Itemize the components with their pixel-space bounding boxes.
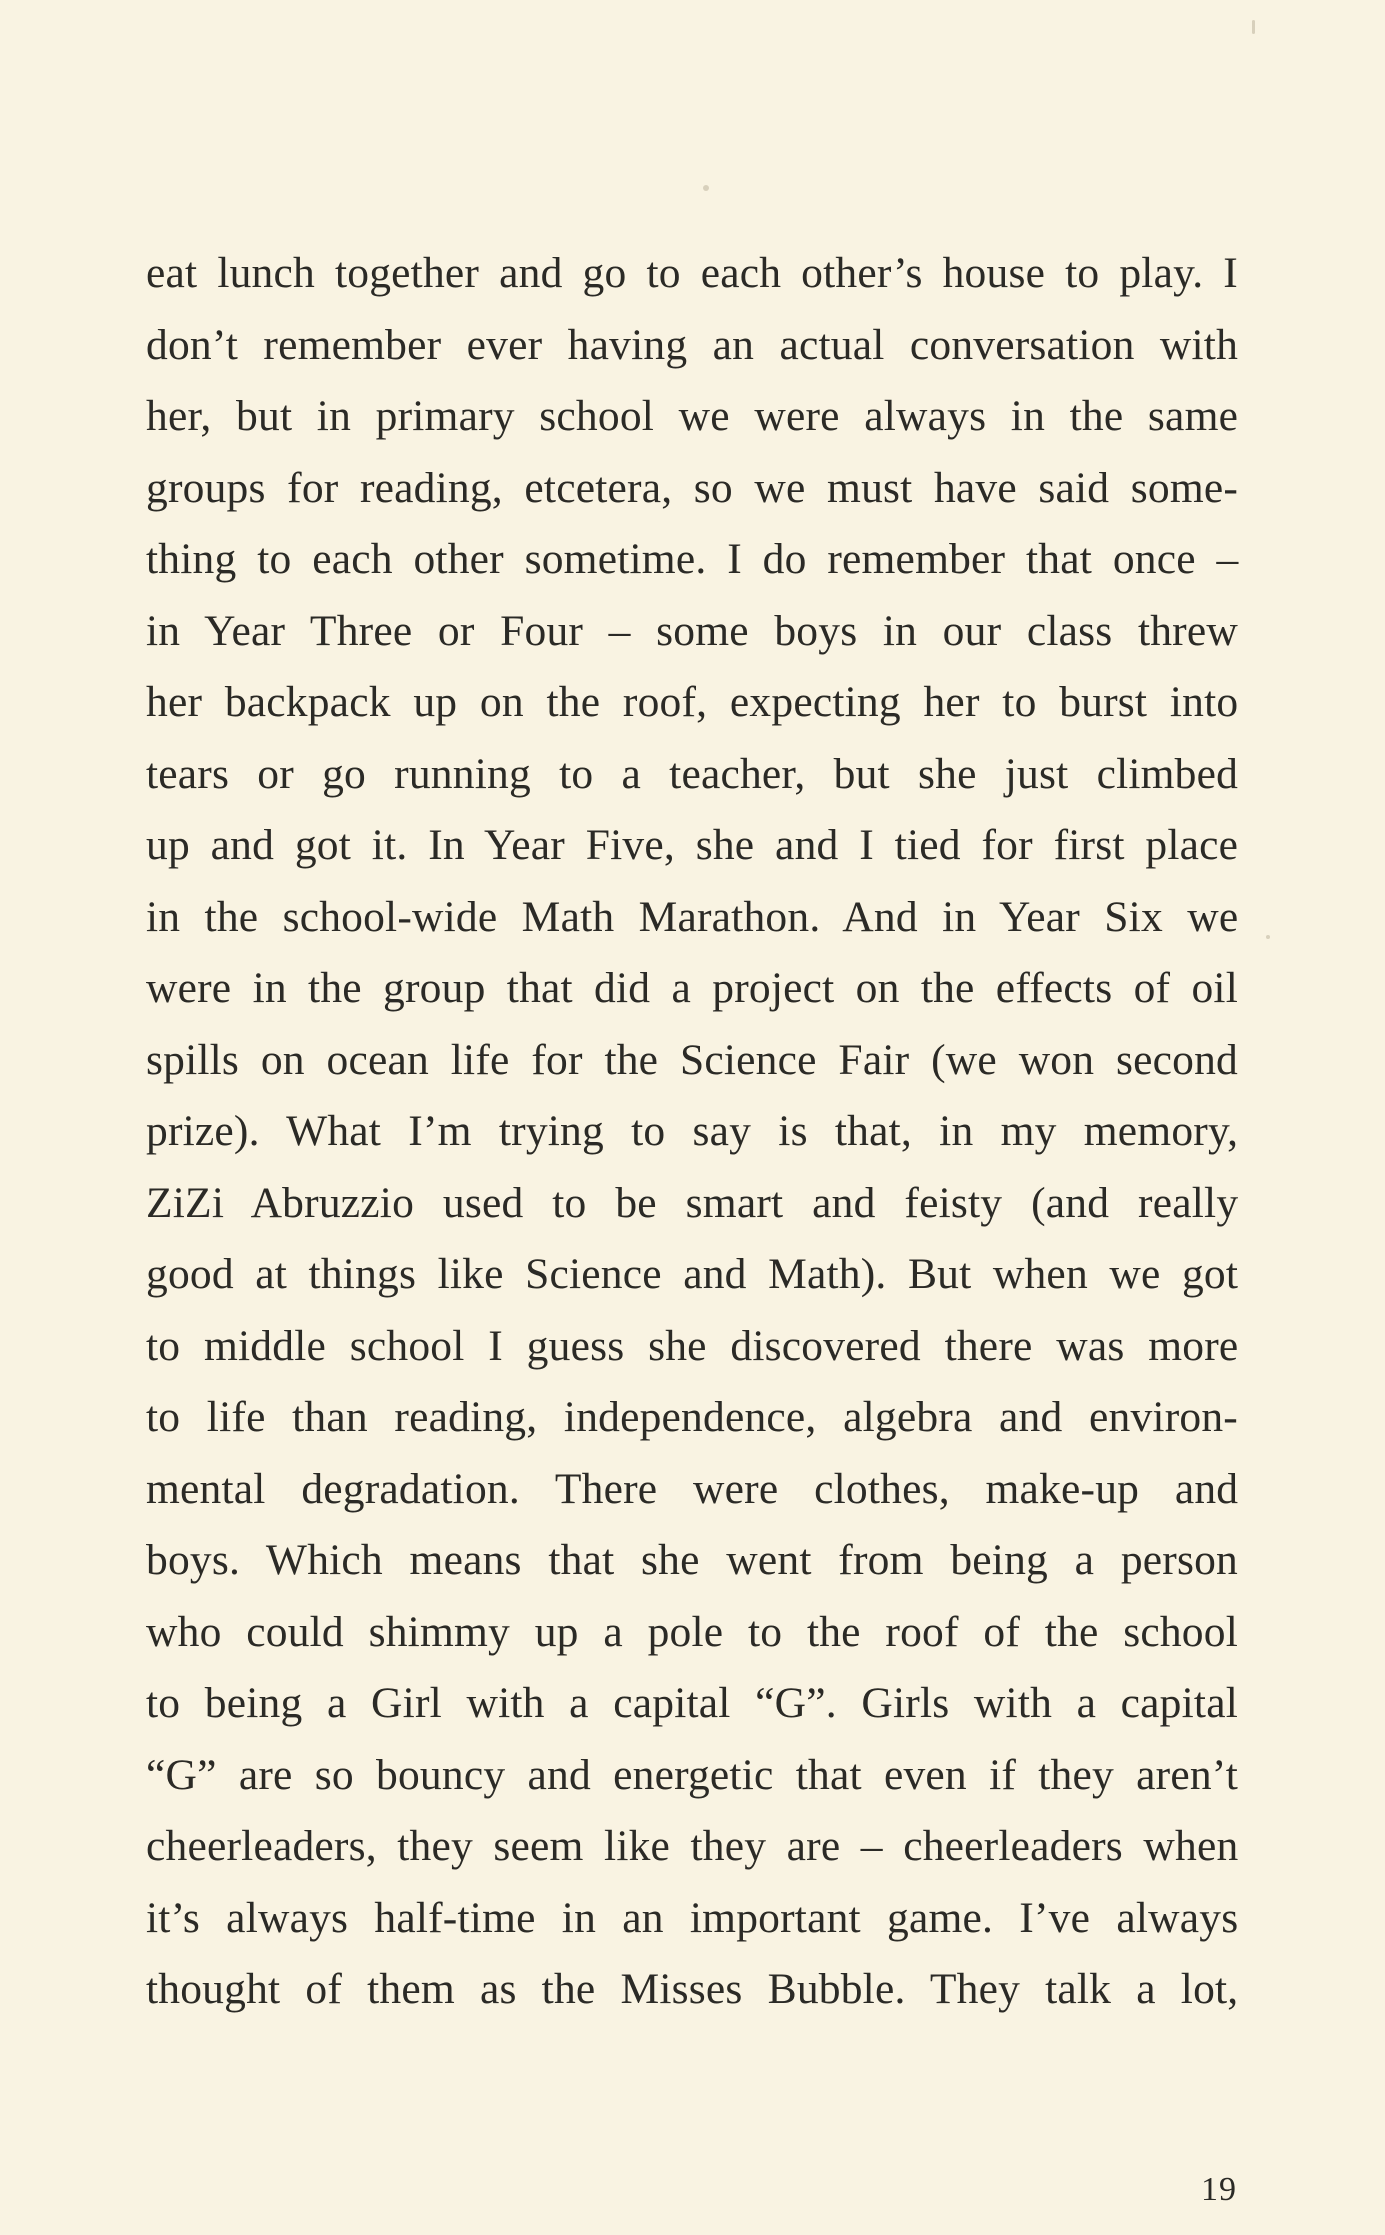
text-line: good at things like Science and Math). But when we got (146, 1250, 1239, 1298)
text-line: in Year Three or Four – some boys in our class threw (146, 606, 1238, 655)
text-line: cheerleaders, they seem like they are – cheerleaders when (146, 1822, 1239, 1870)
text-line: spills on ocean life for the Science Fair (we won second (146, 1035, 1238, 1084)
text-line: up and got it. In Year Five, she and I tied for first place (146, 821, 1239, 869)
text-line: to life than reading, independence, algebra and environ- (146, 1393, 1238, 1441)
text-line: to middle school I guess she discovered there was more (146, 1321, 1239, 1370)
text-line: her backpack up on the roof, expecting her to burst into (146, 678, 1239, 726)
text-line: tears or go running to a teacher, but she just climbed (146, 749, 1239, 798)
text-line: eat lunch together and go to each other’s house to play. I (146, 249, 1238, 297)
page-number: 19 (1201, 2171, 1237, 2208)
text-line: to being a Girl with a capital “G”. Girls with a capital (146, 1679, 1238, 1727)
text-line: ZiZi Abruzzio used to be smart and feisty (and really (146, 1178, 1239, 1227)
text-line: groups for reading, etcetera, so we must have said some- (146, 463, 1239, 512)
text-line: “G” are so bouncy and energetic that even if they aren’t (146, 1750, 1238, 1799)
paper-speck (1252, 20, 1255, 34)
text-line: her, but in primary school we were always in the same (146, 392, 1239, 440)
text-line: prize). What I’m trying to say is that, in my memory, (146, 1107, 1239, 1155)
text-line: mental degradation. There were clothes, make-up and (146, 1464, 1239, 1513)
text-line: were in the group that did a project on the effects of oil (146, 964, 1238, 1012)
text-line: thing to each other sometime. I do remember that once – (146, 535, 1239, 583)
text-line: don’t remember ever having an actual conversation with (146, 320, 1239, 369)
text-line: it’s always half-time in an important game. I’ve always (146, 1893, 1239, 1942)
text-line: boys. Which means that she went from being a person (146, 1536, 1238, 1584)
text-line: who could shimmy up a pole to the roof of the school (146, 1607, 1238, 1656)
text-line: in the school-wide Math Marathon. And in Year Six we (146, 892, 1239, 941)
paper-speck (1266, 935, 1270, 939)
text-line: thought of them as the Misses Bubble. They talk a lot, (146, 1965, 1239, 2013)
body-text (146, 238, 1238, 2026)
paper-speck (703, 185, 709, 191)
